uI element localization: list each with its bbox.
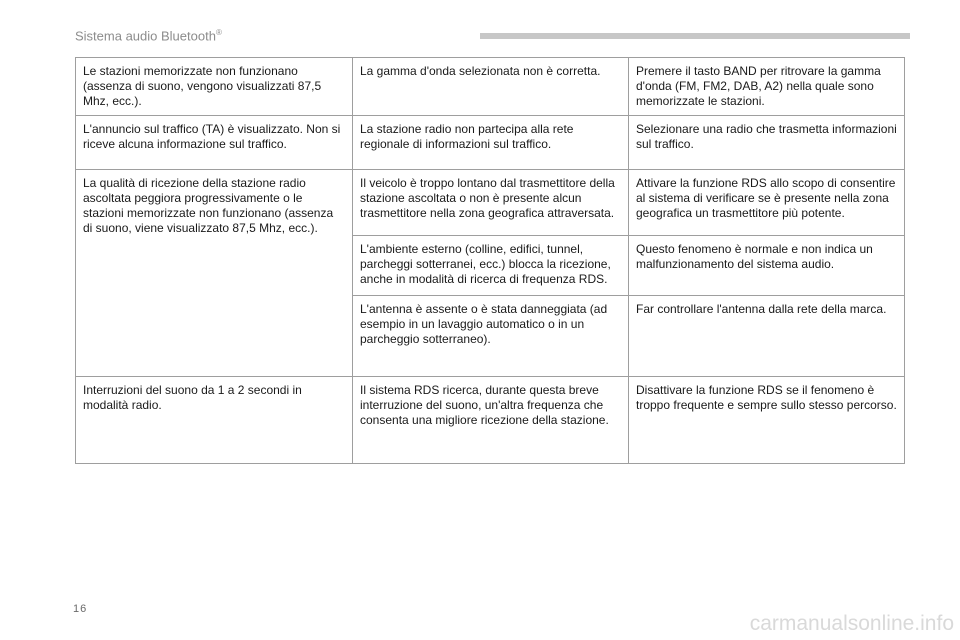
solution-cell: Far controllare l'antenna dalla rete della marca. [629,296,905,377]
registered-mark: ® [215,28,222,37]
header-divider-bar [480,33,910,39]
cause-cell: Il sistema RDS ricerca, durante questa breve interruzione del suono, un'altra frequenza che consenta una migliore ricezione della stazione. [353,377,629,464]
watermark: carmanualsonline.info [749,612,954,635]
cause-cell: La gamma d'onda selezionata non è corretta. [353,58,629,116]
table-row [76,170,905,236]
troubleshooting-table [75,57,905,464]
cause-cell: L'antenna è assente o è stata danneggiata (ad esempio in un lavaggio automatico o in un parcheggio sotterraneo). [353,296,629,377]
solution-cell: Premere il tasto BAND per ritrovare la gamma d'onda (FM, FM2, DAB, A2) nella quale sono memorizzate le stazioni. [629,58,905,116]
page-number: 16 [73,603,88,615]
cause-cell: La stazione radio non partecipa alla rete regionale di informazioni sul traffico. [353,116,629,170]
section-title [75,28,222,43]
table-row [76,116,905,170]
symptom-cell: La qualità di ricezione della stazione radio ascoltata peggiora progressivamente o le stazioni memorizzate non funzionano (assenza di suono, viene visualizzato 87,5 Mhz, ecc.). [76,170,353,377]
solution-cell: Disattivare la funzione RDS se il fenomeno è troppo frequente e sempre sullo stesso percorso. [629,377,905,464]
symptom-cell: Le stazioni memorizzate non funzionano (assenza di suono, vengono visualizzati 87,5 Mhz, ecc.). [76,58,353,116]
cause-cell: Il veicolo è troppo lontano dal trasmettitore della stazione ascoltata o non è presente alcun trasmettitore nella zona geografica attraversata. [353,170,629,236]
solution-cell: Selezionare una radio che trasmetta informazioni sul traffico. [629,116,905,170]
solution-cell: Questo fenomeno è normale e non indica un malfunzionamento del sistema audio. [629,236,905,296]
solution-cell: Attivare la funzione RDS allo scopo di consentire al sistema di verificare se è presente nella zona geografica un trasmettitore più potente. [629,170,905,236]
section-title-text: Sistema audio Bluetooth [75,28,216,44]
cause-cell: L'ambiente esterno (colline, edifici, tunnel, parcheggi sotterranei, ecc.) blocca la ricezione, anche in modalità di ricerca di frequenza RDS. [353,236,629,296]
symptom-cell: L'annuncio sul traffico (TA) è visualizzato. Non si riceve alcuna informazione sul traffico. [76,116,353,170]
symptom-cell: Interruzioni del suono da 1 a 2 secondi in modalità radio. [76,377,353,464]
table-row [76,377,905,464]
table-row [76,58,905,116]
